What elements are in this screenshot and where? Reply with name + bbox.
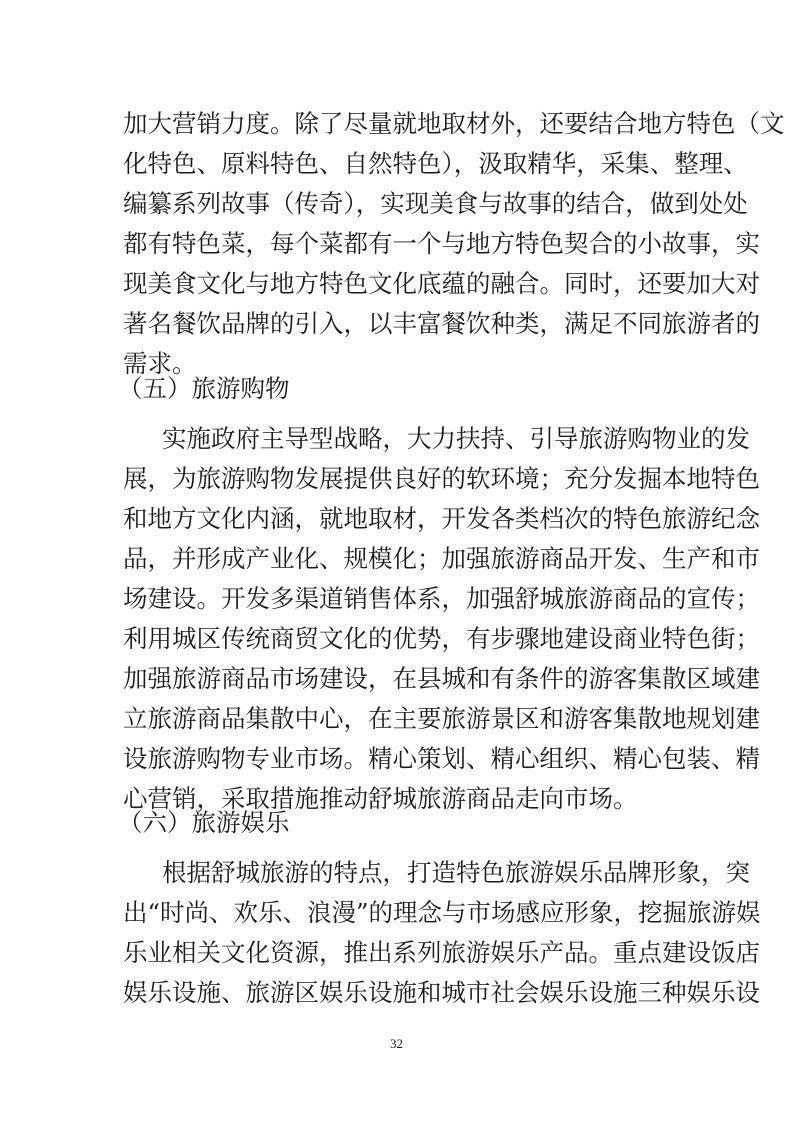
paragraph-line: 场建设。开发多渠道销售体系，加强舒城旅游商品的宣传；: [123, 584, 760, 613]
paragraph-line: 需求。: [123, 349, 197, 378]
paragraph-line: 娱乐设施、旅游区娱乐设施和城市社会娱乐设施三种娱乐设: [123, 978, 760, 1007]
paragraph-line: 利用城区传统商贸文化的优势，有步骤地建设商业特色街；: [123, 624, 760, 653]
paragraph-line: 立旅游商品集散中心，在主要旅游景区和游客集散地规划建: [123, 704, 760, 733]
paragraph-line: 加强旅游商品市场建设，在县城和有条件的游客集散区域建: [123, 664, 760, 693]
paragraph-line: 设旅游购物专业市场。精心策划、精心组织、精心包装、精: [123, 744, 760, 773]
paragraph-line: 都有特色菜，每个菜都有一个与地方特色契合的小故事，实: [123, 229, 760, 258]
paragraph-line: 现美食文化与地方特色文化底蕴的融合。同时，还要加大对: [123, 269, 760, 298]
paragraph-line: 心营销，采取措施推动舒城旅游商品走向市场。: [123, 784, 638, 813]
paragraph-line: 展，为旅游购物发展提供良好的软环境；充分发掘本地特色: [123, 464, 760, 493]
paragraph-line: 根据舒城旅游的特点，打造特色旅游娱乐品牌形象，突: [162, 858, 750, 887]
paragraph-line: 编纂系列故事（传奇），实现美食与故事的结合，做到处处: [123, 189, 748, 218]
paragraph-line: 和地方文化内涵，就地取材，开发各类档次的特色旅游纪念: [123, 504, 760, 533]
paragraph-line: 实施政府主导型战略，大力扶持、引导旅游购物业的发: [162, 424, 750, 453]
paragraph-line: 加大营销力度。除了尽量就地取材外，还要结合地方特色（文: [123, 109, 785, 138]
section-heading-entertainment: （六）旅游娱乐: [118, 808, 290, 837]
section-heading-shopping: （五）旅游购物: [118, 374, 290, 403]
page-number: 32: [390, 1036, 403, 1051]
paragraph-line: 品，并形成产业化、规模化；加强旅游商品开发、生产和市: [123, 544, 760, 573]
paragraph-line: 出“时尚、欢乐、浪漫”的理念与市场感应形象，挖掘旅游娱: [123, 898, 761, 927]
paragraph-line: 化特色、原料特色、自然特色），汲取精华，采集、整理、: [123, 149, 748, 178]
paragraph-line: 乐业相关文化资源，推出系列旅游娱乐产品。重点建设饭店: [123, 938, 760, 967]
paragraph-line: 著名餐饮品牌的引入，以丰富餐饮种类，满足不同旅游者的: [123, 309, 760, 338]
